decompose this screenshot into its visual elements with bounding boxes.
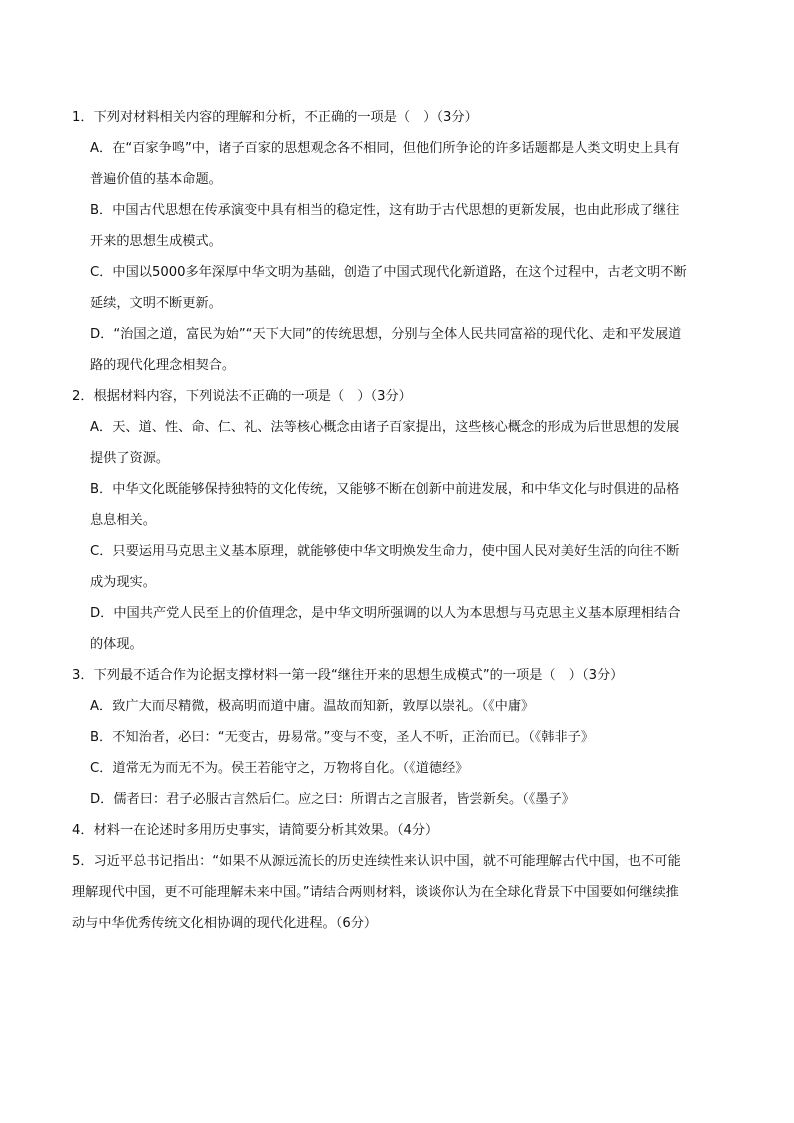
- option-line: A．致广大而尽精微，极高明而道中庸。温故而知新，敦厚以崇礼。（《中庸》: [90, 699, 535, 714]
- question-stem: [72, 660, 732, 691]
- option-c: [90, 536, 732, 598]
- question-number: 5．: [72, 854, 94, 869]
- option-line: D．“治国之道，富民为始”“天下大同”的传统思想，分别与全体人民共同富裕的现代化、走和平发展道: [90, 327, 682, 342]
- question-stem: [72, 815, 732, 846]
- question-2: [72, 381, 732, 660]
- option-c: [90, 257, 732, 319]
- question-number: 3．: [72, 668, 94, 683]
- option-b: [90, 195, 732, 257]
- option-line: C．中国以5000多年深厚中华文明为基础，创造了中国式现代化新道路，在这个过程中，古老文明不断: [90, 265, 687, 280]
- option-line: 普遍价值的基本命题。: [90, 172, 222, 187]
- option-a: [90, 412, 732, 474]
- option-a: [90, 691, 732, 722]
- option-d: [90, 319, 732, 381]
- option-c: [90, 753, 732, 784]
- option-a: [90, 133, 732, 195]
- question-1: [72, 102, 732, 381]
- option-line: 延续，文明不断更新。: [90, 296, 222, 311]
- question-stem: [72, 381, 732, 412]
- option-b: [90, 722, 732, 753]
- option-d: [90, 784, 732, 815]
- question-number: 4．: [72, 823, 94, 838]
- question-stem-continued: 理解现代中国，更不可能理解未来中国。”请结合两则材料，谈谈你认为在全球化背景下中国要如何继续推: [72, 885, 679, 900]
- question-stem-text: 材料一在论述时多用历史事实，请简要分析其效果。（4分）: [93, 823, 439, 838]
- question-stem: [72, 102, 732, 133]
- question-stem-text: 下列最不适合作为论据支撑材料一第一段“继往开来的思想生成模式”的一项是（ ）（3分）: [93, 668, 624, 683]
- option-line: B．不知治者，必曰：“无变古，毋易常。”变与不变，圣人不听，正治而已。（《韩非子》: [90, 730, 595, 745]
- option-line: 的体现。: [90, 637, 143, 652]
- question-number: 1．: [72, 110, 94, 125]
- option-line: D．儒者曰：君子必服古言然后仁。应之曰：所谓古之言服者，皆尝新矣。（《墨子》: [90, 792, 575, 807]
- question-5: [72, 846, 732, 939]
- option-line: A．天、道、性、命、仁、礼、法等核心概念由诸子百家提出，这些核心概念的形成为后世思想的发展: [90, 420, 680, 435]
- option-line: 路的现代化理念相契合。: [90, 358, 236, 373]
- option-line: B．中华文化既能够保持独特的文化传统，又能够不断在创新中前进发展，和中华文化与时俱进的品格: [90, 482, 680, 497]
- option-b: [90, 474, 732, 536]
- question-list: [72, 102, 732, 939]
- option-line: 开来的思想生成模式。: [90, 234, 222, 249]
- question-3: [72, 660, 732, 815]
- option-line: 息息相关。: [90, 513, 156, 528]
- question-4: [72, 815, 732, 846]
- question-stem-continued: 动与中华优秀传统文化相协调的现代化进程。（6分）: [72, 916, 378, 931]
- option-line: 提供了资源。: [90, 451, 170, 466]
- option-line: B．中国古代思想在传承演变中具有相当的稳定性，这有助于古代思想的更新发展，也由此形成了继往: [90, 203, 680, 218]
- question-stem-text: 习近平总书记指出：“如果不从源远流长的历史连续性来认识中国，就不可能理解古代中国，也不可能: [93, 854, 681, 869]
- question-number: 2．: [72, 389, 94, 404]
- option-line: A．在“百家争鸣”中，诸子百家的思想观念各不相同，但他们所争论的许多话题都是人类文明史上具有: [90, 141, 680, 156]
- question-stem-text: 下列对材料相关内容的理解和分析，不正确的一项是（ ）（3分）: [93, 110, 478, 125]
- option-line: C．道常无为而无不为。侯王若能守之，万物将自化。（《道德经》: [90, 761, 469, 776]
- option-line: D．中国共产党人民至上的价值理念，是中华文明所强调的以人为本思想与马克思主义基本原理相结合: [90, 606, 681, 621]
- option-d: [90, 598, 732, 660]
- question-stem-text: 根据材料内容，下列说法不正确的一项是（ ）（3分）: [93, 389, 412, 404]
- option-line: 成为现实。: [90, 575, 156, 590]
- question-stem: [72, 846, 732, 877]
- option-line: C．只要运用马克思主义基本原理，就能够使中华文明焕发生命力，使中国人民对美好生活的向往不断: [90, 544, 680, 559]
